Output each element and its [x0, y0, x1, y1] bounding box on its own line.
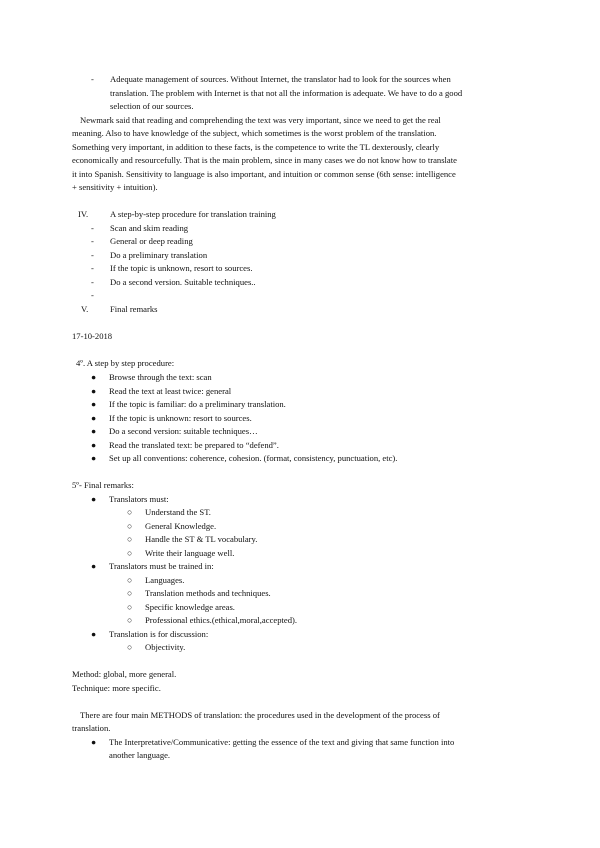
paragraph-line: + sensitivity + intuition).	[72, 182, 158, 192]
list-item: Scan and skim reading	[110, 222, 189, 233]
group-label: Translators must be trained in:	[109, 561, 214, 571]
roman-numeral: V.	[81, 304, 89, 314]
bullet-icon: ●	[91, 372, 97, 382]
dash-marker: -	[91, 74, 94, 84]
paragraph-line: Newmark said that reading and comprehending the text was very important, since we need to get the real	[80, 114, 441, 125]
circle-bullet-icon: ○	[127, 615, 133, 625]
sub-item: Specific knowledge areas.	[145, 601, 235, 612]
method-definition: Method: global, more general.	[72, 669, 177, 679]
sub-item: Write their language well.	[145, 547, 235, 558]
list-item: Browse through the text: scan	[109, 372, 212, 382]
paragraph-line: it into Spanish. Sensitivity to language is also important, and intuition or common sense (6th sense: intelligence	[72, 168, 456, 179]
dash-marker: -	[91, 249, 94, 260]
bullet-icon: ●	[91, 439, 97, 450]
dash-marker: -	[91, 290, 94, 300]
sub-item: Languages.	[145, 574, 185, 585]
sub-item: General Knowledge.	[145, 520, 217, 531]
date-line: 17-10-2018	[72, 331, 113, 341]
paragraph-line: translation.	[72, 723, 111, 733]
circle-bullet-icon: ○	[127, 520, 133, 531]
list-item: Do a second version. Suitable techniques..	[110, 276, 256, 287]
bullet-icon: ●	[91, 453, 97, 463]
circle-bullet-icon: ○	[127, 642, 133, 652]
circle-bullet-icon: ○	[127, 588, 133, 598]
bullet-icon: ●	[91, 426, 97, 436]
paragraph-line: economically and resourcefully. That is the main problem, since in many cases we do not know how to translate	[72, 155, 457, 165]
dash-marker: -	[91, 236, 94, 246]
bullet-icon: ●	[91, 493, 97, 504]
bullet-icon: ●	[91, 412, 97, 423]
intro-line: translation. The problem with Internet is that not all the information is adequate. We have to do a good	[110, 87, 463, 98]
list-item-line: another language.	[109, 750, 171, 760]
circle-bullet-icon: ○	[127, 574, 133, 585]
group-label: Translators must:	[109, 493, 169, 504]
paragraph-line: Something very important, in addition to these facts, is the competence to write the TL dexterously, clearly	[72, 141, 440, 152]
sub-item: Handle the ST & TL vocabulary.	[145, 534, 258, 544]
list-item: Read the text at least twice: general	[109, 385, 232, 396]
circle-bullet-icon: ○	[127, 547, 133, 558]
sub-item: Objectivity.	[145, 642, 186, 652]
list-item: Read the translated text: be prepared to “defend”.	[109, 439, 279, 450]
sub-item: Professional ethics.(ethical,moral,accepted).	[145, 615, 297, 625]
circle-bullet-icon: ○	[127, 507, 133, 517]
sub-item: Understand the ST.	[145, 507, 211, 517]
technique-definition: Technique: more specific.	[72, 682, 161, 693]
dash-marker: -	[91, 263, 94, 273]
list-item: Do a preliminary translation	[110, 249, 208, 260]
bullet-icon: ●	[91, 385, 97, 396]
bullet-icon: ●	[91, 399, 97, 409]
list-item: If the topic is unknown, resort to sources.	[110, 263, 253, 273]
list-item-line: The Interpretative/Communicative: getting the essence of the text and giving that same function into	[109, 736, 455, 747]
dash-marker: -	[91, 276, 94, 287]
paragraph-line: There are four main METHODS of translation: the procedures used in the development of the process of	[80, 709, 440, 720]
circle-bullet-icon: ○	[127, 601, 133, 612]
intro-line: Adequate management of sources. Without Internet, the translator had to look for the sources when	[110, 74, 451, 84]
circle-bullet-icon: ○	[127, 534, 133, 544]
list-item: Do a second version: suitable techniques…	[109, 426, 258, 436]
section-title: A step-by-step procedure for translation training	[110, 209, 276, 219]
list-item: If the topic is familiar: do a preliminary translation.	[109, 399, 286, 409]
section-title: Final remarks	[110, 304, 158, 314]
bullet-icon: ●	[91, 561, 97, 571]
dash-marker: -	[91, 222, 94, 233]
bullet-icon: ●	[91, 736, 97, 747]
intro-line: selection of our sources.	[110, 101, 194, 111]
group-label: Translation is for discussion:	[109, 628, 209, 639]
section-heading: 5º- Final remarks:	[72, 480, 134, 490]
list-item: If the topic is unknown: resort to sources.	[109, 412, 252, 423]
list-item: Set up all conventions: coherence, cohesion. (format, consistency, punctuation, etc).	[109, 453, 398, 463]
list-item: General or deep reading	[110, 236, 193, 246]
paragraph-line: meaning. Also to have knowledge of the subject, which sometimes is the worst problem of the translation.	[72, 128, 437, 138]
bullet-icon: ●	[91, 628, 97, 639]
roman-numeral: IV.	[78, 209, 89, 219]
sub-item: Translation methods and techniques.	[145, 588, 271, 598]
section-heading: 4º. A step by step procedure:	[76, 358, 175, 368]
